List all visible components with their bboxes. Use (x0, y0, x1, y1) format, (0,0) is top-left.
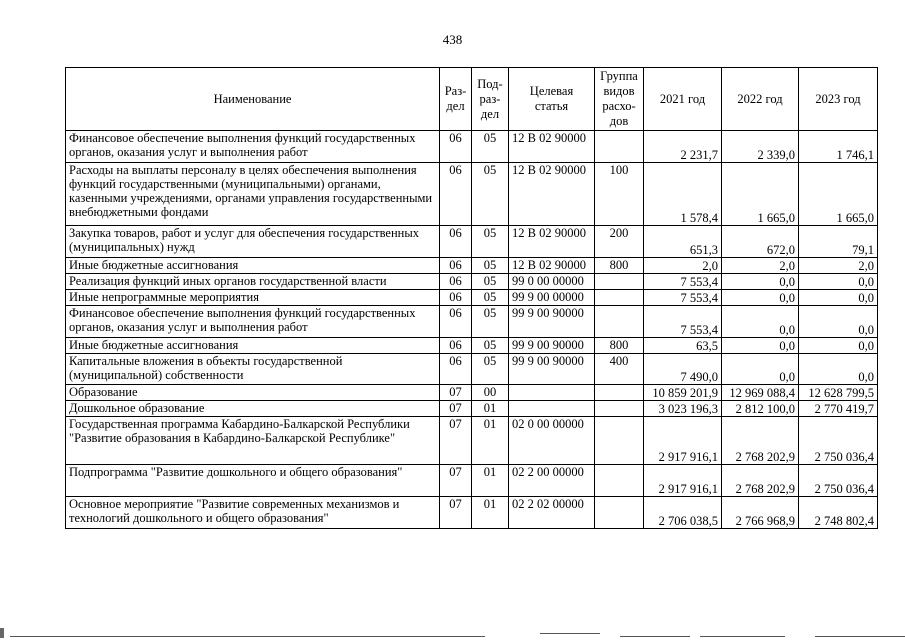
budget-table (65, 67, 878, 529)
cell-target: 02 2 02 00000 (509, 497, 595, 529)
cell-group: 800 (595, 258, 644, 274)
cell-2022: 672,0 (722, 226, 799, 258)
cell-2022: 2,0 (722, 258, 799, 274)
cell-2023: 0,0 (799, 306, 878, 338)
cell-name: Иные непрограммные мероприятия (66, 290, 440, 306)
cell-name: Иные бюджетные ассигнования (66, 338, 440, 354)
cell-2022: 2 339,0 (722, 131, 799, 163)
cell-name: Государственная программа Кабардино-Балкарской Республики "Развитие образования в Кабардино-Балкарской Республике" (66, 417, 440, 465)
cell-target (509, 385, 595, 401)
cell-2021: 7 490,0 (644, 354, 722, 385)
table-row (66, 385, 878, 401)
cell-razdel: 07 (440, 385, 472, 401)
cell-group (595, 465, 644, 497)
header-name: Наименование (66, 68, 440, 131)
header-podrazdel: Под- раз- дел (472, 68, 509, 131)
cell-2021: 2 917 916,1 (644, 465, 722, 497)
table-row (66, 226, 878, 258)
header-group: Группа видов расхо- дов (595, 68, 644, 131)
cell-2023: 0,0 (799, 274, 878, 290)
cell-2021: 2 917 916,1 (644, 417, 722, 465)
cell-podrazdel: 00 (472, 385, 509, 401)
cell-podrazdel: 05 (472, 258, 509, 274)
cell-name: Дошкольное образование (66, 401, 440, 417)
cell-target (509, 401, 595, 417)
cell-2021: 7 553,4 (644, 274, 722, 290)
cell-2023: 0,0 (799, 338, 878, 354)
cell-2022: 0,0 (722, 290, 799, 306)
cell-podrazdel: 01 (472, 417, 509, 465)
table-row (66, 258, 878, 274)
cell-razdel: 06 (440, 163, 472, 226)
cell-podrazdel: 01 (472, 401, 509, 417)
header-row (66, 68, 878, 131)
header-2023: 2023 год (799, 68, 878, 131)
cell-2021: 2 231,7 (644, 131, 722, 163)
cell-2023: 2 748 802,4 (799, 497, 878, 529)
cell-target: 12 В 02 90000 (509, 131, 595, 163)
cell-2022: 0,0 (722, 354, 799, 385)
cell-2021: 7 553,4 (644, 306, 722, 338)
cell-2021: 3 023 196,3 (644, 401, 722, 417)
cell-razdel: 06 (440, 354, 472, 385)
cell-podrazdel: 01 (472, 497, 509, 529)
cell-group: 800 (595, 338, 644, 354)
table-row (66, 354, 878, 385)
table-row (66, 131, 878, 163)
cell-target: 12 В 02 90000 (509, 163, 595, 226)
cell-podrazdel: 05 (472, 163, 509, 226)
cell-podrazdel: 05 (472, 306, 509, 338)
cell-2021: 2,0 (644, 258, 722, 274)
cell-name: Финансовое обеспечение выполнения функций государственных органов, оказания услуг и выполнения работ (66, 131, 440, 163)
cell-group (595, 497, 644, 529)
table-body (66, 131, 878, 529)
cell-target: 99 9 00 00000 (509, 290, 595, 306)
cell-name: Закупка товаров, работ и услуг для обеспечения государственных (муниципальных) нужд (66, 226, 440, 258)
cell-razdel: 06 (440, 226, 472, 258)
cell-razdel: 06 (440, 306, 472, 338)
cell-2021: 63,5 (644, 338, 722, 354)
cell-2022: 0,0 (722, 338, 799, 354)
cell-podrazdel: 05 (472, 290, 509, 306)
cell-2023: 2 750 036,4 (799, 417, 878, 465)
cell-name: Финансовое обеспечение выполнения функций государственных органов, оказания услуг и выполнения работ (66, 306, 440, 338)
cell-razdel: 07 (440, 465, 472, 497)
cell-group (595, 306, 644, 338)
cell-2022: 2 768 202,9 (722, 465, 799, 497)
cell-name: Подпрограмма "Развитие дошкольного и общего образования" (66, 465, 440, 497)
cell-2021: 651,3 (644, 226, 722, 258)
cell-group (595, 131, 644, 163)
cell-razdel: 07 (440, 417, 472, 465)
table-row (66, 338, 878, 354)
cell-razdel: 06 (440, 258, 472, 274)
cell-razdel: 06 (440, 290, 472, 306)
cell-razdel: 06 (440, 338, 472, 354)
cell-podrazdel: 05 (472, 274, 509, 290)
cell-podrazdel: 05 (472, 226, 509, 258)
table-row (66, 290, 878, 306)
table-row (66, 163, 878, 226)
table-row (66, 497, 878, 529)
cell-razdel: 07 (440, 401, 472, 417)
cell-2022: 0,0 (722, 306, 799, 338)
cell-2022: 1 665,0 (722, 163, 799, 226)
cell-2021: 10 859 201,9 (644, 385, 722, 401)
cell-2022: 2 768 202,9 (722, 417, 799, 465)
cell-group (595, 417, 644, 465)
table-row (66, 274, 878, 290)
cell-2023: 79,1 (799, 226, 878, 258)
cell-podrazdel: 05 (472, 338, 509, 354)
cell-target: 12 В 02 90000 (509, 226, 595, 258)
cell-2022: 2 812 100,0 (722, 401, 799, 417)
table-row (66, 417, 878, 465)
cell-2022: 2 766 968,9 (722, 497, 799, 529)
table-row (66, 465, 878, 497)
cell-2023: 12 628 799,5 (799, 385, 878, 401)
cell-name: Иные бюджетные ассигнования (66, 258, 440, 274)
cell-2023: 0,0 (799, 354, 878, 385)
cell-razdel: 06 (440, 131, 472, 163)
cell-podrazdel: 05 (472, 131, 509, 163)
header-target: Целевая статья (509, 68, 595, 131)
cell-target: 12 В 02 90000 (509, 258, 595, 274)
table-row (66, 401, 878, 417)
cell-2023: 2 750 036,4 (799, 465, 878, 497)
cell-name: Основное мероприятие "Развитие современных механизмов и технологий дошкольного и общего образования" (66, 497, 440, 529)
cell-podrazdel: 05 (472, 354, 509, 385)
cell-name: Образование (66, 385, 440, 401)
cell-group: 100 (595, 163, 644, 226)
cell-2022: 12 969 088,4 (722, 385, 799, 401)
cell-2023: 1 665,0 (799, 163, 878, 226)
cell-podrazdel: 01 (472, 465, 509, 497)
cell-group (595, 385, 644, 401)
cell-razdel: 06 (440, 274, 472, 290)
footer-rule (0, 628, 905, 640)
cell-2021: 2 706 038,5 (644, 497, 722, 529)
cell-group (595, 290, 644, 306)
cell-2023: 2 770 419,7 (799, 401, 878, 417)
cell-name: Капитальные вложения в объекты государственной (муниципальной) собственности (66, 354, 440, 385)
cell-group: 400 (595, 354, 644, 385)
cell-target: 99 0 00 00000 (509, 274, 595, 290)
page-number: 438 (442, 32, 463, 47)
cell-2023: 0,0 (799, 290, 878, 306)
cell-2023: 1 746,1 (799, 131, 878, 163)
cell-razdel: 07 (440, 497, 472, 529)
header-2022: 2022 год (722, 68, 799, 131)
header-2021: 2021 год (644, 68, 722, 131)
cell-target: 99 9 00 90000 (509, 354, 595, 385)
cell-target: 99 9 00 90000 (509, 338, 595, 354)
cell-target: 02 0 00 00000 (509, 417, 595, 465)
cell-name: Расходы на выплаты персоналу в целях обеспечения выполнения функций государственными (муниципальными) органами, казенными учреждениями, органами управления государственными внебюджетными фондами (66, 163, 440, 226)
cell-group: 200 (595, 226, 644, 258)
cell-group (595, 274, 644, 290)
cell-name: Реализация функций иных органов государственной власти (66, 274, 440, 290)
table-row (66, 306, 878, 338)
cell-2021: 1 578,4 (644, 163, 722, 226)
header-razdel: Раз- дел (440, 68, 472, 131)
cell-target: 02 2 00 00000 (509, 465, 595, 497)
cell-2021: 7 553,4 (644, 290, 722, 306)
cell-target: 99 9 00 90000 (509, 306, 595, 338)
cell-group (595, 401, 644, 417)
cell-2022: 0,0 (722, 274, 799, 290)
cell-2023: 2,0 (799, 258, 878, 274)
